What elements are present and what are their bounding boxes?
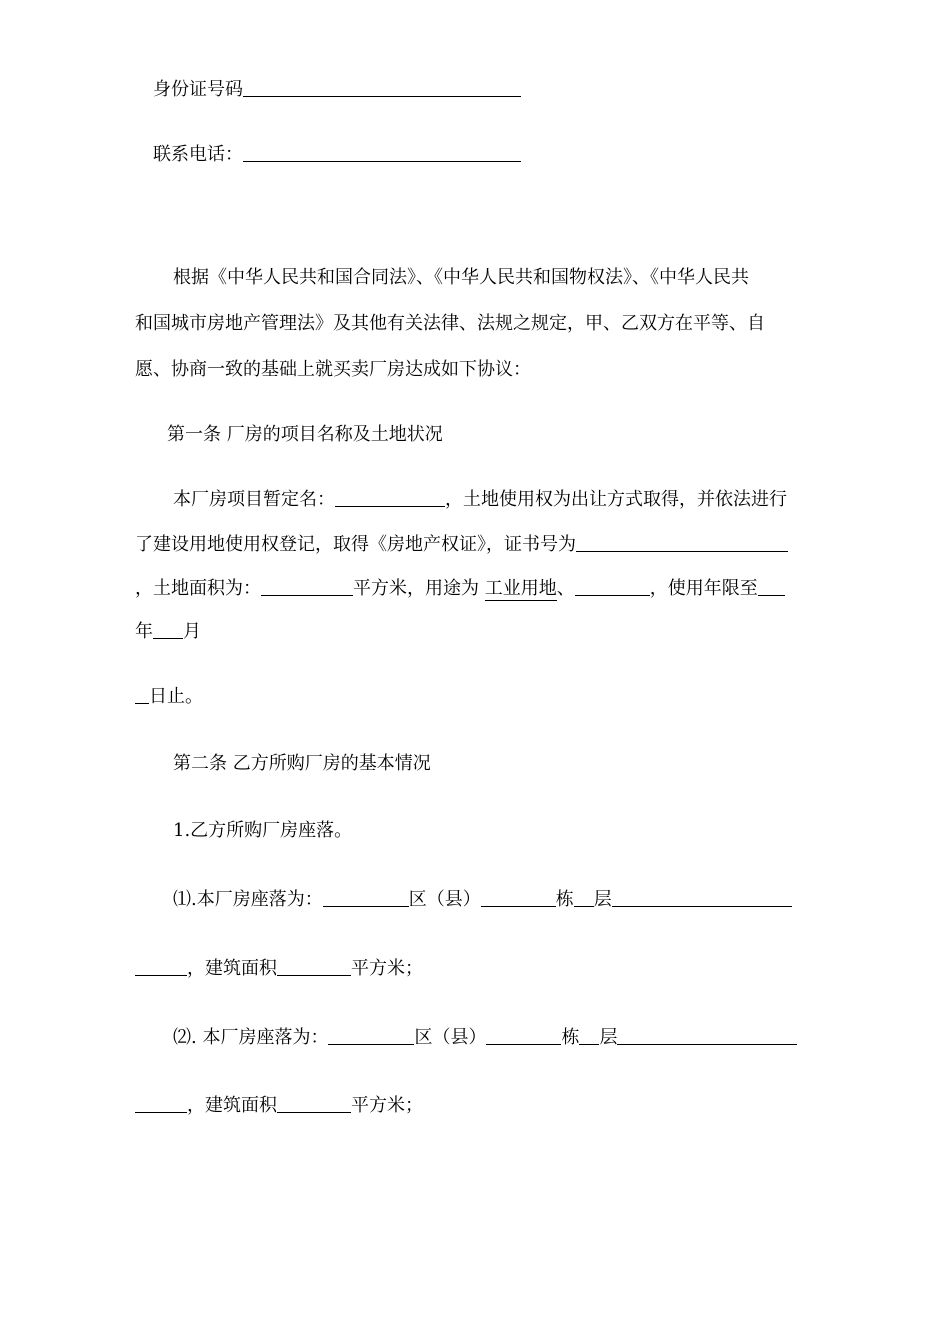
district-label: 区（县） (414, 1027, 487, 1048)
location-2-floor-blank[interactable] (579, 1026, 599, 1045)
location-1-building-blank[interactable] (481, 888, 556, 907)
land-area-label: ，土地面积为： (135, 578, 261, 599)
phone-field (153, 143, 521, 167)
land-area-blank[interactable] (261, 577, 353, 596)
term-year-blank[interactable] (758, 577, 785, 596)
floor-area-label: ，建筑面积 (187, 958, 277, 979)
project-name-label: 本厂房项目暂定名： (173, 489, 335, 510)
land-use-label: 平方米，用途为 (353, 578, 485, 599)
area-unit: 平方米； (351, 958, 423, 979)
article-1-line-3 (135, 577, 785, 601)
article-2-item-1: 1.乙方所购厂房座落。 (173, 820, 353, 841)
month-label: 月 (183, 621, 201, 642)
phone-blank[interactable] (243, 143, 521, 162)
location-1-area-blank[interactable] (277, 957, 351, 976)
location-2-area-blank[interactable] (277, 1094, 351, 1113)
preamble-line-3: 愿、协商一致的基础上就买卖厂房达成如下协议： (135, 359, 531, 380)
location-2-line-2 (135, 1094, 423, 1118)
id-number-blank[interactable] (243, 78, 521, 97)
location-1-line-2 (135, 957, 423, 981)
location-1-floor-blank[interactable] (574, 888, 594, 907)
district-label: 区（县） (408, 889, 481, 910)
certificate-label: 了建设用地使用权登记，取得《房地产权证》，证书号为 (135, 534, 576, 555)
floor-label: 层 (599, 1027, 618, 1048)
certificate-number-blank[interactable] (576, 533, 788, 552)
year-label: 年 (135, 621, 153, 642)
article-1-line-5 (135, 685, 203, 709)
location-2-line-1 (173, 1026, 797, 1050)
term-day-blank[interactable] (135, 685, 149, 704)
article-1-title: 第一条 厂房的项目名称及土地状况 (167, 424, 443, 445)
id-number-field (153, 78, 521, 102)
location-2-label: ⑵. 本厂房座落为： (173, 1027, 329, 1048)
location-1-detail-blank[interactable] (612, 888, 792, 907)
article-1-line-4 (135, 620, 201, 644)
area-unit: 平方米； (351, 1095, 423, 1116)
floor-label: 层 (593, 889, 612, 910)
term-month-blank[interactable] (153, 620, 183, 639)
id-number-label: 身份证号码 (153, 79, 243, 100)
preamble-line-1: 根据《中华人民共和国合同法》、《中华人民共和国物权法》、《中华人民共 (173, 267, 749, 288)
article-1-line-2 (135, 533, 788, 557)
location-2-detail-blank[interactable] (617, 1026, 797, 1045)
land-use-value: 工业用地 (484, 578, 557, 599)
location-1-extra-blank[interactable] (135, 957, 187, 976)
preamble-line-2: 和国城市房地产管理法》及其他有关法律、法规之规定，甲、乙双方在平等、自 (135, 313, 765, 334)
phone-label: 联系电话： (153, 144, 243, 165)
land-right-text: ，土地使用权为出让方式取得，并依法进行 (445, 489, 787, 510)
other-use-blank[interactable] (575, 577, 650, 596)
location-2-district-blank[interactable] (328, 1026, 414, 1045)
location-1-label: ⑴.本厂房座落为： (173, 889, 323, 910)
day-label: 日止。 (149, 686, 203, 707)
floor-area-label: ，建筑面积 (187, 1095, 277, 1116)
term-label: ，使用年限至 (649, 578, 758, 599)
article-1-line-1 (173, 488, 787, 512)
building-label: 栋 (561, 1027, 580, 1048)
building-label: 栋 (555, 889, 574, 910)
article-2-title: 第二条 乙方所购厂房的基本情况 (173, 753, 431, 774)
separator: 、 (556, 578, 575, 599)
project-name-blank[interactable] (335, 488, 445, 507)
location-1-district-blank[interactable] (323, 888, 409, 907)
location-1-line-1 (173, 888, 792, 912)
location-2-building-blank[interactable] (486, 1026, 561, 1045)
location-2-extra-blank[interactable] (135, 1094, 187, 1113)
